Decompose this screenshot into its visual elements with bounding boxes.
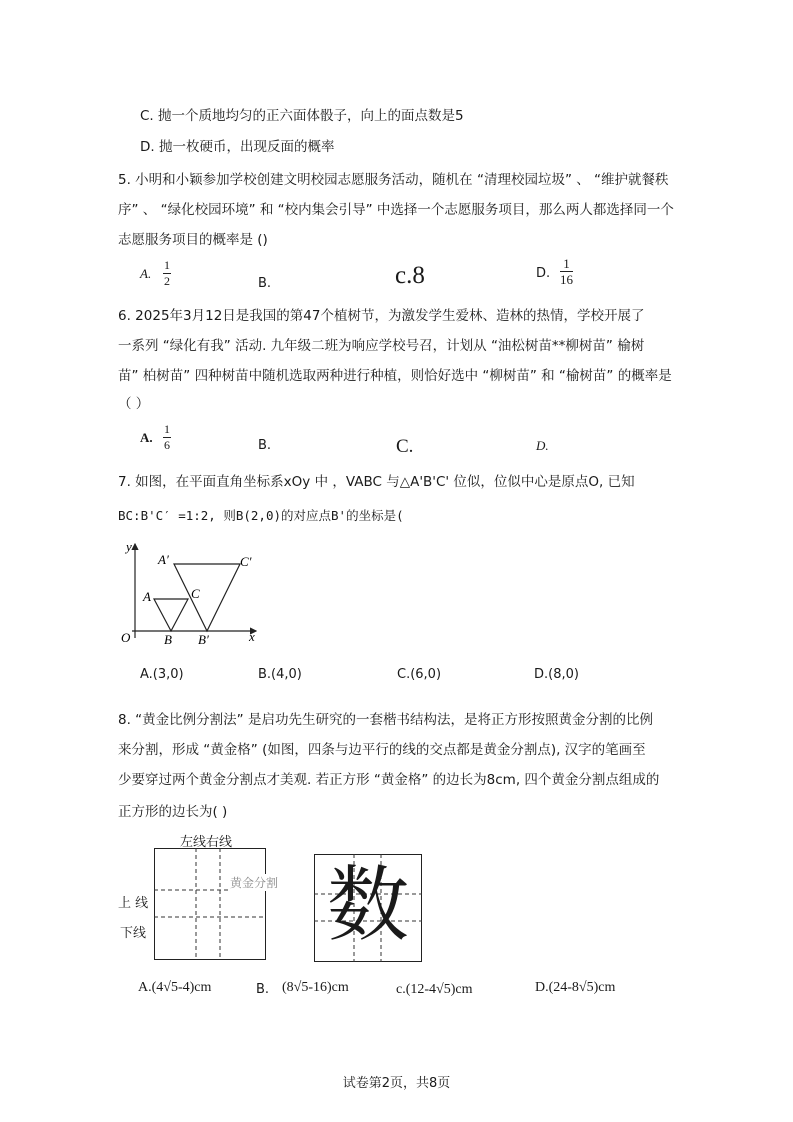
q7-label-x: x <box>249 629 255 644</box>
q5-option-d-denominator: 16 <box>560 272 573 287</box>
page-footer: 试卷第2页，共8页 <box>342 1076 451 1091</box>
q5-option-c: c.8 <box>395 262 425 289</box>
q7-label-b: B <box>164 632 172 646</box>
q8-stem-line3: 少要穿过两个黄金分割点才美观. 若正方形 “黄金格” 的边长为8cm, 四个黄金分割点组成的 <box>118 772 660 788</box>
q6-option-d-label: D. <box>536 438 549 453</box>
q8-fig-character: 数 <box>326 858 409 953</box>
q8-fig-upper-label-text: 上 线 <box>118 896 149 911</box>
q6-stem-line3: 苗” 柏树苗” 四种树苗中随机选取两种进行种植，则恰好选中 “柳树苗” 和 “榆树苗” 的概率是 <box>118 368 672 384</box>
q5-stem-line1: 5. 小明和小颖参加学校创建文明校园志愿服务活动，随机在 “清理校园垃圾” 、 “维护就餐秩 <box>118 172 669 188</box>
q8-fig-lower-label: 下线 <box>120 926 147 941</box>
q7-label-o: O <box>121 630 131 645</box>
q7-label-c: C <box>191 586 200 601</box>
q6-option-a-denominator: 6 <box>164 438 170 452</box>
q8-fig-center-label: 黄金分割 <box>230 876 279 890</box>
q5-stem-line3: 志愿服务项目的概率是 () <box>118 232 268 248</box>
q8-option-c: c.(12-4√5)cm <box>396 982 473 997</box>
q7-stem-line2: BC:B'C′ =1:2, 则B(2,0)的对应点B'的坐标是( <box>118 508 404 523</box>
q5-option-d-numerator: 1 <box>560 256 573 272</box>
q6-option-a-label: A. <box>140 430 153 445</box>
q6-option-a-fraction <box>163 422 171 453</box>
q8-fig-top-label: 左线右线 <box>180 835 233 850</box>
q6-stem-line4: （ ） <box>118 396 150 412</box>
q7-label-c-prime: C′ <box>240 554 252 569</box>
q8-golden-grid-figure <box>154 848 266 960</box>
q5-option-d-label: D. <box>536 266 551 281</box>
q7-label-y: y <box>126 539 132 554</box>
q6-stem-line1: 6. 2025年3月12日是我国的第47个植树节，为激发学生爱林、造林的热情，学校开展了 <box>118 308 645 324</box>
q7-label-b-prime: B′ <box>198 632 209 646</box>
q7-option-d: D.(8,0) <box>534 667 579 682</box>
q5-option-b-label: B. <box>258 276 272 291</box>
q8-option-b-label: B. <box>256 982 270 997</box>
q8-stem-line4: 正方形的边长为( ) <box>118 804 228 820</box>
q4-option-d: D. 抛一枚硬币，出现反面的概率 <box>140 139 335 155</box>
q5-option-a-numerator: 1 <box>164 258 170 272</box>
q7-stem-line1: 7. 如图，在平面直角坐标系xOy 中 ，VABC 与△A'B'C' 位似，位似中心是原点O, 已知 <box>118 474 635 490</box>
q6-option-c-label: C. <box>396 436 414 457</box>
q6-stem-line2: 一系列 “绿化有我” 活动. 九年级二班为响应学校号召，计划从 “油松树苗**柳树苗” 榆树 <box>118 338 645 354</box>
q4-option-c: C. 抛一个质地均匀的正六面体骰子，向上的面点数是5 <box>140 108 464 124</box>
q7-label-a: A <box>143 589 151 604</box>
q7-triangle-abc <box>154 599 188 631</box>
q6-option-a-numerator: 1 <box>164 422 170 436</box>
q7-coordinate-figure <box>118 538 268 646</box>
q7-label-a-prime: A′ <box>158 552 169 567</box>
q7-option-b: B.(4,0) <box>258 667 302 682</box>
q5-option-a-denominator: 2 <box>164 274 170 288</box>
q6-option-b-label: B. <box>258 438 272 453</box>
q8-stem-line2: 来分割，形成 “黄金格” (如图，四条与边平行的线的交点都是黄金分割点), 汉字的笔画至 <box>118 742 646 758</box>
q5-option-d-fraction <box>560 256 573 287</box>
q8-option-b: (8√5-16)cm <box>282 980 349 995</box>
q8-option-d: D.(24-8√5)cm <box>535 980 616 995</box>
q7-option-a: A.(3,0) <box>140 667 184 682</box>
q8-option-a: A.(4√5-4)cm <box>138 980 212 995</box>
q7-option-c: C.(6,0) <box>397 667 442 682</box>
q5-option-a-label: A. <box>140 266 152 281</box>
q8-fig-upper-label <box>118 892 148 911</box>
q7-triangle-a2b2c2 <box>174 564 240 631</box>
q8-stem-line1: 8. “黄金比例分割法” 是启功先生研究的一套楷书结构法，是将正方形按照黄金分割的比例 <box>118 712 653 728</box>
q5-option-a-fraction <box>163 258 171 289</box>
q5-stem-line2: 序” 、 “绿化校园环境” 和 “校内集会引导” 中选择一个志愿服务项目，那么两人都选择同一个 <box>118 202 674 218</box>
